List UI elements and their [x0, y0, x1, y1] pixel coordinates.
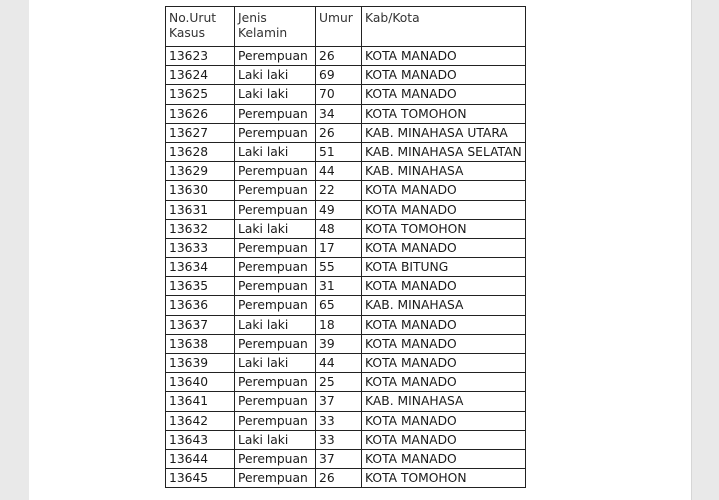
cell-jenis-kelamin: Laki laki: [235, 219, 316, 238]
cell-no-urut: 13623: [166, 47, 235, 66]
cell-no-urut: 13627: [166, 123, 235, 142]
cell-umur: 48: [316, 219, 362, 238]
table-row: [166, 373, 526, 392]
cell-jenis-kelamin: Perempuan: [235, 449, 316, 468]
table-header-row: [166, 7, 526, 47]
cell-umur: 26: [316, 123, 362, 142]
cell-no-urut: 13645: [166, 469, 235, 488]
cell-no-urut: 13633: [166, 238, 235, 257]
cell-umur: 31: [316, 277, 362, 296]
cell-jenis-kelamin: Perempuan: [235, 162, 316, 181]
cell-no-urut: 13625: [166, 85, 235, 104]
cell-no-urut: 13634: [166, 258, 235, 277]
cell-no-urut: 13640: [166, 373, 235, 392]
table-row: [166, 411, 526, 430]
cell-jenis-kelamin: Perempuan: [235, 47, 316, 66]
cell-jenis-kelamin: Laki laki: [235, 142, 316, 161]
cell-umur: 70: [316, 85, 362, 104]
cell-no-urut: 13630: [166, 181, 235, 200]
cell-jenis-kelamin: Laki laki: [235, 315, 316, 334]
cell-kab-kota: KAB. MINAHASA: [362, 392, 526, 411]
table-row: [166, 392, 526, 411]
cell-no-urut: 13626: [166, 104, 235, 123]
header-kab-kota: Kab/Kota: [362, 7, 526, 47]
cell-jenis-kelamin: Laki laki: [235, 354, 316, 373]
table-row: [166, 104, 526, 123]
table-row: [166, 238, 526, 257]
table-row: [166, 258, 526, 277]
cell-kab-kota: KOTA MANADO: [362, 411, 526, 430]
cell-no-urut: 13641: [166, 392, 235, 411]
cell-jenis-kelamin: Perempuan: [235, 200, 316, 219]
cell-jenis-kelamin: Laki laki: [235, 430, 316, 449]
cell-kab-kota: KOTA MANADO: [362, 334, 526, 353]
cell-kab-kota: KOTA MANADO: [362, 277, 526, 296]
cell-kab-kota: KOTA MANADO: [362, 430, 526, 449]
cell-kab-kota: KOTA MANADO: [362, 200, 526, 219]
cell-kab-kota: KOTA BITUNG: [362, 258, 526, 277]
cell-jenis-kelamin: Perempuan: [235, 181, 316, 200]
cell-no-urut: 13638: [166, 334, 235, 353]
table-row: [166, 315, 526, 334]
cell-kab-kota: KAB. MINAHASA: [362, 162, 526, 181]
cell-jenis-kelamin: Perempuan: [235, 334, 316, 353]
cell-umur: 55: [316, 258, 362, 277]
cell-no-urut: 13635: [166, 277, 235, 296]
cell-no-urut: 13639: [166, 354, 235, 373]
cell-umur: 37: [316, 449, 362, 468]
table-row: [166, 296, 526, 315]
cell-umur: 37: [316, 392, 362, 411]
cell-umur: 49: [316, 200, 362, 219]
cell-kab-kota: KAB. MINAHASA: [362, 296, 526, 315]
cell-jenis-kelamin: Perempuan: [235, 104, 316, 123]
table-row: [166, 66, 526, 85]
cell-kab-kota: KOTA MANADO: [362, 373, 526, 392]
case-table: [165, 6, 526, 488]
cell-kab-kota: KAB. MINAHASA SELATAN: [362, 142, 526, 161]
cell-umur: 69: [316, 66, 362, 85]
header-no-urut-line2: Kasus: [169, 26, 205, 40]
cell-no-urut: 13637: [166, 315, 235, 334]
table-row: [166, 219, 526, 238]
cell-no-urut: 13628: [166, 142, 235, 161]
cell-umur: 33: [316, 411, 362, 430]
header-no-urut-line1: No.Urut: [169, 11, 217, 25]
table-row: [166, 354, 526, 373]
table-row: [166, 123, 526, 142]
cell-umur: 26: [316, 47, 362, 66]
cell-umur: 33: [316, 430, 362, 449]
table-row: [166, 449, 526, 468]
cell-kab-kota: KOTA MANADO: [362, 354, 526, 373]
table-row: [166, 47, 526, 66]
cell-kab-kota: KOTA MANADO: [362, 85, 526, 104]
cell-kab-kota: KOTA TOMOHON: [362, 469, 526, 488]
cell-jenis-kelamin: Perempuan: [235, 392, 316, 411]
cell-no-urut: 13636: [166, 296, 235, 315]
cell-kab-kota: KOTA TOMOHON: [362, 104, 526, 123]
cell-umur: 65: [316, 296, 362, 315]
cell-kab-kota: KOTA MANADO: [362, 66, 526, 85]
cell-umur: 22: [316, 181, 362, 200]
table-row: [166, 85, 526, 104]
cell-jenis-kelamin: Perempuan: [235, 258, 316, 277]
cell-jenis-kelamin: Perempuan: [235, 296, 316, 315]
cell-jenis-kelamin: Perempuan: [235, 469, 316, 488]
cell-kab-kota: KOTA MANADO: [362, 181, 526, 200]
table-row: [166, 334, 526, 353]
cell-umur: 17: [316, 238, 362, 257]
cell-umur: 26: [316, 469, 362, 488]
cell-umur: 39: [316, 334, 362, 353]
cell-jenis-kelamin: Perempuan: [235, 238, 316, 257]
table-row: [166, 162, 526, 181]
table-row: [166, 181, 526, 200]
cell-no-urut: 13624: [166, 66, 235, 85]
table-row: [166, 469, 526, 488]
cell-jenis-kelamin: Perempuan: [235, 373, 316, 392]
cell-no-urut: 13643: [166, 430, 235, 449]
document-page: [29, 0, 692, 500]
cell-kab-kota: KOTA MANADO: [362, 315, 526, 334]
page-edge: [691, 0, 692, 500]
cell-no-urut: 13642: [166, 411, 235, 430]
table-body: [166, 47, 526, 488]
cell-umur: 44: [316, 162, 362, 181]
cell-umur: 44: [316, 354, 362, 373]
cell-no-urut: 13629: [166, 162, 235, 181]
cell-jenis-kelamin: Perempuan: [235, 411, 316, 430]
cell-umur: 51: [316, 142, 362, 161]
cell-jenis-kelamin: Perempuan: [235, 123, 316, 142]
header-jenis-line1: Jenis: [238, 11, 267, 25]
table-row: [166, 277, 526, 296]
header-no-urut-kasus: [166, 7, 235, 47]
cell-kab-kota: KOTA MANADO: [362, 47, 526, 66]
cell-jenis-kelamin: Perempuan: [235, 277, 316, 296]
header-jenis-line2: Kelamin: [238, 26, 288, 40]
cell-no-urut: 13631: [166, 200, 235, 219]
table-row: [166, 200, 526, 219]
cell-kab-kota: KOTA MANADO: [362, 449, 526, 468]
header-jenis-kelamin: [235, 7, 316, 47]
cell-umur: 18: [316, 315, 362, 334]
header-umur: Umur: [316, 7, 362, 47]
cell-umur: 34: [316, 104, 362, 123]
table-row: [166, 142, 526, 161]
cell-umur: 25: [316, 373, 362, 392]
table-row: [166, 430, 526, 449]
cell-no-urut: 13632: [166, 219, 235, 238]
cell-no-urut: 13644: [166, 449, 235, 468]
cell-kab-kota: KAB. MINAHASA UTARA: [362, 123, 526, 142]
cell-jenis-kelamin: Laki laki: [235, 66, 316, 85]
cell-kab-kota: KOTA MANADO: [362, 238, 526, 257]
cell-jenis-kelamin: Laki laki: [235, 85, 316, 104]
cell-kab-kota: KOTA TOMOHON: [362, 219, 526, 238]
